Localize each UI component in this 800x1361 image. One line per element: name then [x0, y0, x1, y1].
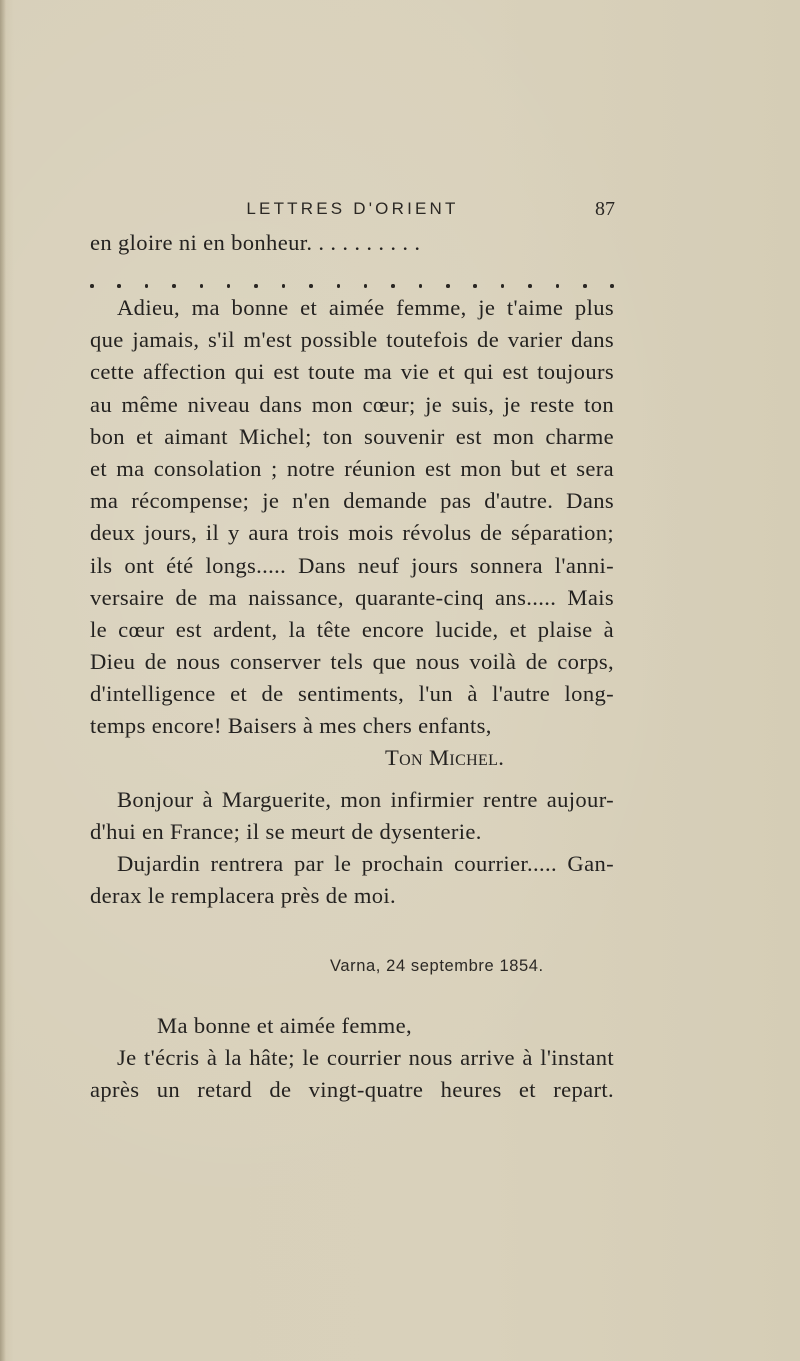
- text-line: deux jours, il y aura trois mois révolus de séparation;: [90, 520, 614, 545]
- text-line: d'intelligence et de sentiments, l'un à l'autre long-: [90, 681, 614, 706]
- text-line: bon et aimant Michel; ton souvenir est mon charme: [90, 424, 614, 449]
- letter-dateline: Varna, 24 septembre 1854.: [330, 957, 544, 975]
- text-line: au même niveau dans mon cœur; je suis, je reste ton: [90, 392, 614, 417]
- signature: Ton Michel.: [385, 745, 505, 770]
- text-line: temps encore! Baisers à mes chers enfants,: [90, 713, 492, 738]
- page-number: 87: [595, 198, 615, 220]
- text-line: en gloire ni en bonheur. . . . . . . . . .: [90, 230, 421, 255]
- salutation: Ma bonne et aimée femme,: [157, 1013, 412, 1038]
- text-line: Adieu, ma bonne et aimée femme, je t'aime plus: [117, 295, 614, 320]
- page-binding-shadow: [0, 0, 6, 1361]
- text-line: ma récompense; je n'en demande pas d'autre. Dans: [90, 488, 614, 513]
- text-line: Dieu de nous conserver tels que nous voilà de corps,: [90, 649, 614, 674]
- postscript-line: d'hui en France; il se meurt de dysenterie.: [90, 819, 482, 844]
- text-line: versaire de ma naissance, quarante-cinq ans..... Mais: [90, 585, 614, 610]
- closing-line: après un retard de vingt-quatre heures et repart.: [90, 1077, 614, 1102]
- text-line: cette affection qui est toute ma vie et qui est toujours: [90, 359, 614, 384]
- text-line: le cœur est ardent, la tête encore lucide, et plaise à: [90, 617, 614, 642]
- postscript-line: derax le remplacera près de moi.: [90, 883, 397, 908]
- ellipsis-row: [90, 280, 614, 292]
- running-title: LETTRES D'ORIENT: [246, 199, 459, 218]
- text-line: ils ont été longs..... Dans neuf jours sonnera l'anni-: [90, 553, 614, 578]
- postscript-line: Dujardin rentrera par le prochain courrier..... Gan-: [117, 851, 614, 876]
- text-line: et ma consolation ; notre réunion est mon but et sera: [90, 456, 614, 481]
- closing-line: Je t'écris à la hâte; le courrier nous arrive à l'instant: [117, 1045, 614, 1070]
- text-line: que jamais, s'il m'est possible toutefois de varier dans: [90, 327, 614, 352]
- running-header: [90, 197, 615, 225]
- postscript-line: Bonjour à Marguerite, mon infirmier rentre aujour-: [117, 787, 614, 812]
